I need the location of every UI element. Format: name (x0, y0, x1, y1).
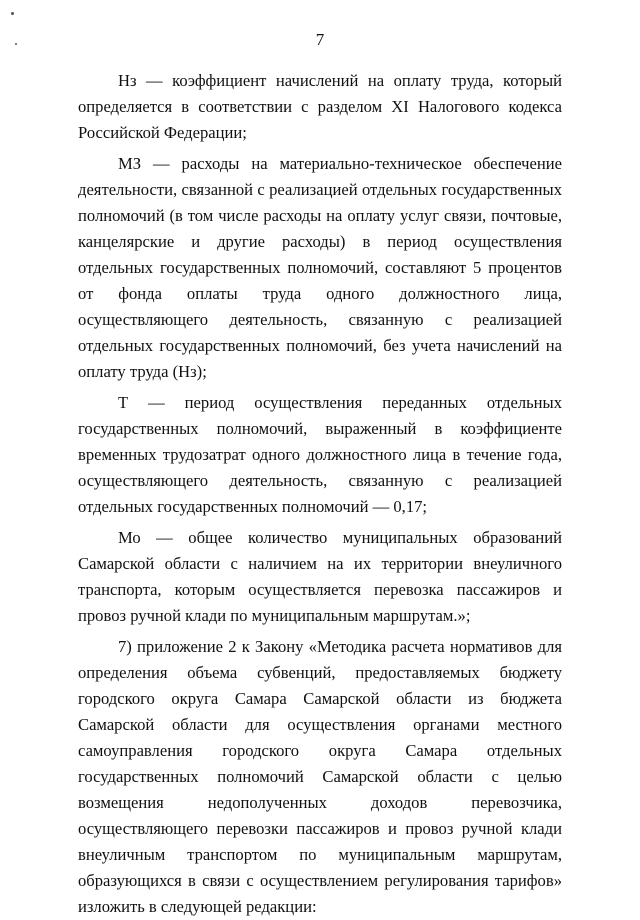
paragraph-item-7: 7) приложение 2 к Закону «Методика расчета нормативов для определения объема субвенций, предоставляемых бюджету городского округа Самара Самарской области из бюджета Самарской области для осуществления органами местного самоуправления городского округа Самара отдельных государственных полномочий Самарской области с целью возмещения недополученных доходов перевозчика, осуществляющего перевозки пассажиров и провоз ручной клади внеуличным транспортом по муниципальным маршрутам, образующихся в связи с осуществлением регулирования тарифов» изложить в следующей редакции: (78, 637, 562, 916)
paragraph-mo: Мо — общее количество муниципальных образований Самарской области с наличием на их территории внеуличного транспорта, которым осуществляется перевозка пассажиров и провоз ручной клади по муниципальным маршрутам.»; (78, 528, 562, 625)
paragraph-mz: МЗ — расходы на материально-техническое обеспечение деятельности, связанной с реализацией отдельных государственных полномочий (в том числе расходы на оплату услуг связи, почтовые, канцелярские и другие расходы) в период осуществления отдельных государственных полномочий, составляют 5 процентов от фонда оплаты труда одного должностного лица, осуществляющего деятельность, связанную с реализацией отдельных государственных полномочий, без учета начислений на оплату труда (Нз); (78, 154, 562, 381)
scan-speck (11, 12, 14, 15)
page-number: 7 (315, 30, 325, 49)
paragraph-t: Т — период осуществления переданных отдельных государственных полномочий, выраженный в коэффициенте временных трудозатрат одного должностного лица в течение года, осуществляющего деятельность, связанную с реализацией отдельных государственных полномочий — 0,17; (78, 393, 562, 516)
paragraph-nz: Нз — коэффициент начислений на оплату труда, который определяется в соответствии с разделом XI Налогового кодекса Российской Федерации; (78, 71, 562, 142)
document-body (78, 68, 562, 920)
